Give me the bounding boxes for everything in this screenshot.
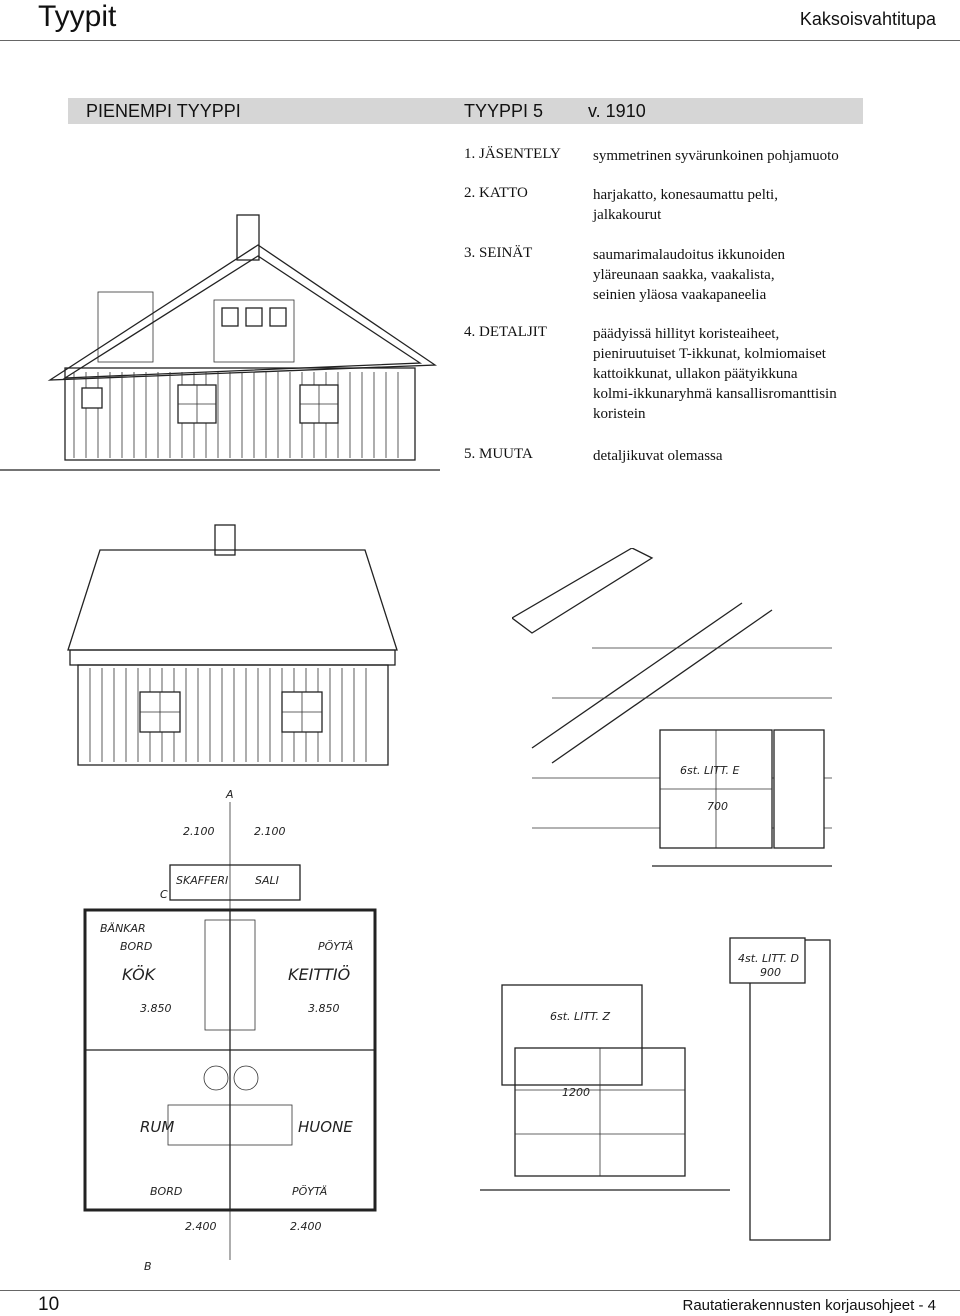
label-kok: KÖK [122, 965, 156, 984]
spec-label-4: 4. DETALJIT [464, 324, 547, 340]
spec-value-4a: päädyissä hillityt koristeaiheet, [593, 326, 780, 342]
label-bord-bottom: BORD [150, 1185, 183, 1198]
dim-bottom-left: 2.400 [185, 1220, 217, 1233]
spec-value-2a: harjakatto, konesaumattu pelti, [593, 187, 778, 203]
side-elevation-drawing [60, 520, 405, 775]
label-skafferi: SKAFFERI [176, 874, 229, 887]
document-category: Kaksoisvahtitupa [799, 9, 936, 29]
footer-text: Rautatierakennusten korjausohjeet - 4 [682, 1297, 936, 1314]
footer-divider [0, 1290, 960, 1291]
mark-c: C [160, 888, 168, 901]
label-dim-1200: 1200 [562, 1086, 590, 1099]
spec-label-2: 2. KATTO [464, 185, 528, 201]
label-sali: SALI [255, 874, 279, 887]
type-band [68, 98, 863, 124]
header-divider [0, 40, 960, 41]
page-title: Tyypit [38, 0, 117, 33]
section-b: B [144, 1260, 152, 1273]
label-dim-700: 700 [707, 800, 728, 813]
label-litt-d: 4st. LITT. D [738, 952, 800, 965]
label-keittio: KEITTIÖ [288, 965, 351, 984]
window-details-drawing [480, 930, 840, 1250]
spec-label-5: 5. MUUTA [464, 446, 533, 462]
floor-plan-drawing [40, 780, 400, 1280]
section-a-top: A [226, 788, 234, 801]
dim-mid-left: 3.850 [140, 1002, 172, 1015]
spec-value-4b: pieniruutuiset T-ikkunat, kolmiomaiset [593, 346, 826, 362]
dim-bottom-right: 2.400 [290, 1220, 322, 1233]
spec-value-4e: koristein [593, 406, 646, 422]
dim-top-right: 2.100 [254, 825, 286, 838]
eave-detail-drawing [512, 548, 832, 888]
spec-value-3a: saumarimalaudoitus ikkunoiden [593, 247, 786, 263]
spec-value-4c: kattoikkunat, ullakon päätyikkuna [593, 366, 798, 382]
label-poyta-top: PÖYTÄ [318, 940, 354, 953]
dim-mid-right: 3.850 [308, 1002, 340, 1015]
label-poyta-bottom: PÖYTÄ [292, 1185, 328, 1198]
spec-value-4d: kolmi-ikkunaryhmä kansallisromanttisin [593, 386, 837, 402]
spec-value-3c: seinien yläosa vaakapaneelia [593, 287, 767, 303]
label-rum: RUM [140, 1118, 175, 1136]
spec-value-5: detaljikuvat olemassa [593, 448, 723, 464]
label-dim-900: 900 [760, 966, 781, 979]
type-size-label: PIENEMPI TYYPPI [86, 101, 241, 121]
spec-value-3b: yläreunaan saakka, vaakalista, [593, 267, 775, 283]
spec-value-1: symmetrinen syvärunkoinen pohjamuoto [593, 148, 839, 164]
gable-elevation-drawing [0, 200, 450, 475]
spec-label-3: 3. SEINÄT [464, 245, 533, 261]
dim-top-left: 2.100 [183, 825, 215, 838]
label-huone: HUONE [298, 1118, 353, 1136]
label-bankar: BÄNKAR [100, 922, 146, 935]
spec-label-1: 1. JÄSENTELY [464, 146, 561, 162]
label-litt-z: 6st. LITT. Z [550, 1010, 611, 1023]
label-bord-top: BORD [120, 940, 153, 953]
type-number: TYYPPI 5 [464, 101, 544, 121]
page-number: 10 [38, 1294, 60, 1315]
spec-value-2b: jalkakourut [593, 207, 662, 223]
label-litt-e: 6st. LITT. E [680, 764, 740, 777]
type-year: v. 1910 [588, 101, 646, 121]
